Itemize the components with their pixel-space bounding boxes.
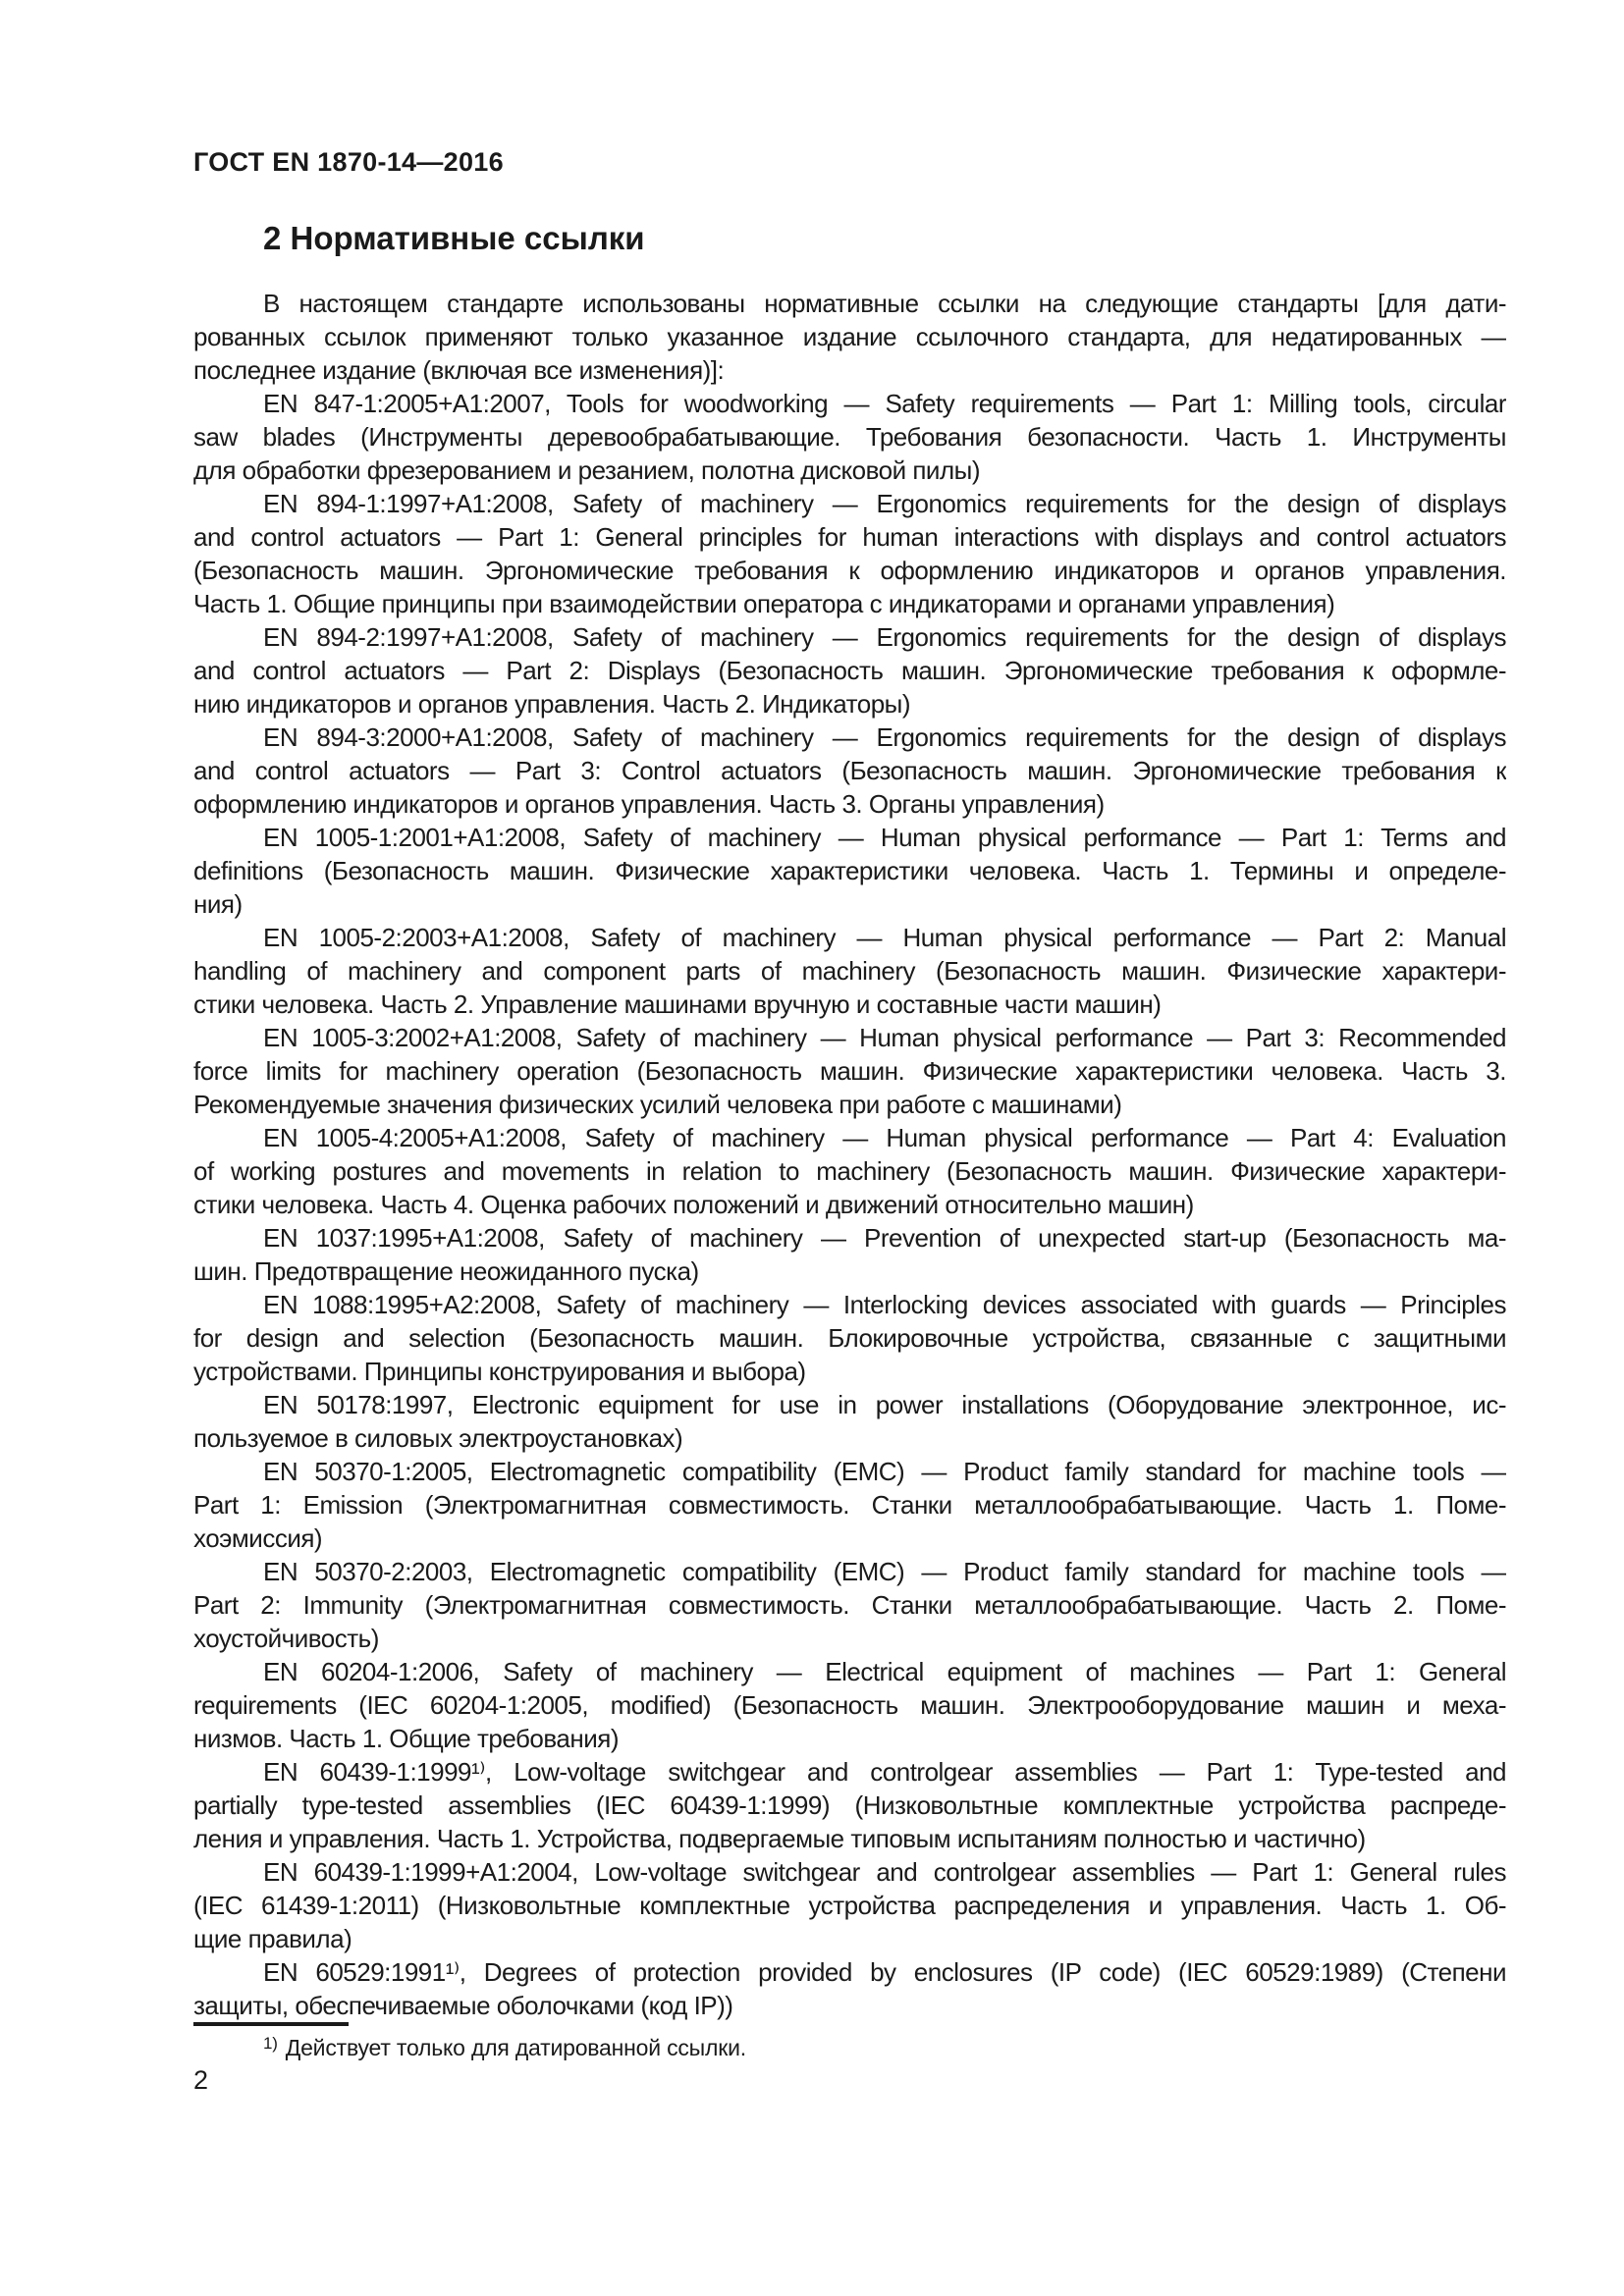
text-line: стики человека. Часть 2. Управление машинами вручную и составные части машин) — [193, 989, 1162, 1019]
section-title: 2 Нормативные ссылки — [263, 220, 645, 256]
text-line: Part 1: Emission (Электромагнитная совместимость. Станки металлообрабатывающие. Часть 1. Поме- — [193, 1490, 1506, 1520]
footnote — [263, 2034, 746, 2061]
text-line: стики человека. Часть 4. Оценка рабочих положений и движений относительно машин) — [193, 1190, 1194, 1219]
text-line: EN 60204-1:2006, Safety of machinery — Electrical equipment of machines — Part 1: General — [263, 1657, 1506, 1686]
text-line: защиты, обеспечиваемые оболочками (код IP)) — [193, 1991, 733, 2020]
text-line: definitions (Безопасность машин. Физические характеристики человека. Часть 1. Термины и определе- — [193, 856, 1506, 885]
text-line: шин. Предотвращение неожиданного пуска) — [193, 1256, 699, 1286]
text-line: устройствами. Принципы конструирования и выбора) — [193, 1357, 806, 1386]
text-line: handling of machinery and component parts of machinery (Безопасность машин. Физические характери- — [193, 956, 1506, 986]
text-line: ния) — [193, 889, 243, 919]
text-line: EN 894-3:2000+A1:2008, Safety of machinery — Ergonomics requirements for the design of displays — [263, 722, 1506, 752]
text-line: Часть 1. Общие принципы при взаимодействии оператора с индикаторами и органами управления) — [193, 589, 1335, 618]
text-line: EN 50178:1997, Electronic equipment for use in power installations (Оборудование электронное, ис- — [263, 1390, 1506, 1419]
text-line: EN 60439-1:1999+A1:2004, Low-voltage switchgear and controlgear assemblies — Part 1: General rules — [263, 1857, 1506, 1887]
footnote-rule — [193, 2022, 349, 2026]
text-line: хоэмиссия) — [193, 1523, 323, 1553]
text-line: EN 1005-3:2002+A1:2008, Safety of machinery — Human physical performance — Part 3: Recommended — [263, 1023, 1506, 1052]
text-line: оформлению индикаторов и органов управления. Часть 3. Органы управления) — [193, 789, 1105, 819]
text-line: and control actuators — Part 3: Control actuators (Безопасность машин. Эргономические требования к — [193, 756, 1506, 785]
text-line: нию индикаторов и органов управления. Часть 2. Индикаторы) — [193, 689, 911, 719]
footnote-marker: 1) — [263, 2034, 278, 2053]
text-line: EN 1005-1:2001+A1:2008, Safety of machinery — Human physical performance — Part 1: Terms and — [263, 823, 1506, 852]
text-line: saw blades (Инструменты деревообрабатывающие. Требования безопасности. Часть 1. Инструменты — [193, 422, 1506, 452]
text-line: EN 894-1:1997+A1:2008, Safety of machinery — Ergonomics requirements for the design of displays — [263, 489, 1506, 518]
body-lines — [193, 287, 1506, 2022]
text-line: EN 894-2:1997+A1:2008, Safety of machinery — Ergonomics requirements for the design of displays — [263, 622, 1506, 652]
text-line: EN 50370-2:2003, Electromagnetic compatibility (EMC) — Product family standard for machine tools — — [263, 1557, 1506, 1586]
text-line: (Безопасность машин. Эргономические требования к оформлению индикаторов и органов управления. — [193, 556, 1506, 585]
text-line: ления и управления. Часть 1. Устройства, подвергаемые типовым испытаниям полностью и частично) — [193, 1824, 1366, 1853]
text-line: EN 1005-4:2005+A1:2008, Safety of machinery — Human physical performance — Part 4: Evaluation — [263, 1123, 1506, 1152]
text-line: force limits for machinery operation (Безопасность машин. Физические характеристики человека. Часть 3. — [193, 1056, 1506, 1086]
text-line: EN 60529:1991¹⁾, Degrees of protection provided by enclosures (IP code) (IEC 60529:1989) (Степени — [263, 1957, 1506, 1987]
text-line: хоустойчивость) — [193, 1624, 379, 1653]
text-line: EN 1088:1995+A2:2008, Safety of machinery — Interlocking devices associated with guards — Principles — [263, 1290, 1506, 1319]
text-line: щие правила) — [193, 1924, 352, 1953]
text-line: Рекомендуемые значения физических усилий человека при работе с машинами) — [193, 1090, 1122, 1119]
text-line: for design and selection (Безопасность машин. Блокировочные устройства, связанные с защитными — [193, 1323, 1506, 1353]
text-line: EN 1037:1995+A1:2008, Safety of machinery — Prevention of unexpected start-up (Безопасность ма- — [263, 1223, 1506, 1253]
text-line: Part 2: Immunity (Электромагнитная совместимость. Станки металлообрабатывающие. Часть 2. Поме- — [193, 1590, 1506, 1620]
page-header: ГОСТ EN 1870-14—2016 — [193, 147, 504, 177]
text-line: and control actuators — Part 2: Displays (Безопасность машин. Эргономические требования к оформле- — [193, 656, 1506, 685]
text-line: requirements (IEC 60204-1:2005, modified) (Безопасность машин. Электрооборудование машин и меха- — [193, 1690, 1506, 1720]
footnote-text: Действует только для датированной ссылки. — [285, 2035, 746, 2060]
text-line: В настоящем стандарте использованы нормативные ссылки на следующие стандарты [для дати- — [263, 289, 1506, 318]
text-line: EN 847-1:2005+A1:2007, Tools for woodworking — Safety requirements — Part 1: Milling tools, circular — [263, 389, 1506, 418]
text-line: для обработки фрезерованием и резанием, полотна дисковой пилы) — [193, 455, 980, 485]
page-number: 2 — [193, 2065, 209, 2095]
text-line: низмов. Часть 1. Общие требования) — [193, 1724, 619, 1753]
text-line: последнее издание (включая все изменения)]: — [193, 355, 725, 385]
text-line: partially type-tested assemblies (IEC 60439-1:1999) (Низковольтные комплектные устройства распреде- — [193, 1790, 1506, 1820]
text-line: of working postures and movements in relation to machinery (Безопасность машин. Физические характери- — [193, 1156, 1506, 1186]
text-line: рованных ссылок применяют только указанное издание ссылочного стандарта, для недатированных — — [193, 322, 1506, 351]
text-line: EN 50370-1:2005, Electromagnetic compatibility (EMC) — Product family standard for machine tools — — [263, 1457, 1506, 1486]
text-line: пользуемое в силовых электроустановках) — [193, 1423, 683, 1453]
text-line: (IEC 61439-1:2011) (Низковольтные комплектные устройства распределения и управления. Часть 1. Об- — [193, 1891, 1506, 1920]
text-line: EN 60439-1:1999¹⁾, Low-voltage switchgear and controlgear assemblies — Part 1: Type-tested and — [263, 1757, 1506, 1787]
text-line: and control actuators — Part 1: General principles for human interactions with displays and control actuators — [193, 522, 1506, 552]
text-line: EN 1005-2:2003+A1:2008, Safety of machinery — Human physical performance — Part 2: Manual — [263, 923, 1506, 952]
